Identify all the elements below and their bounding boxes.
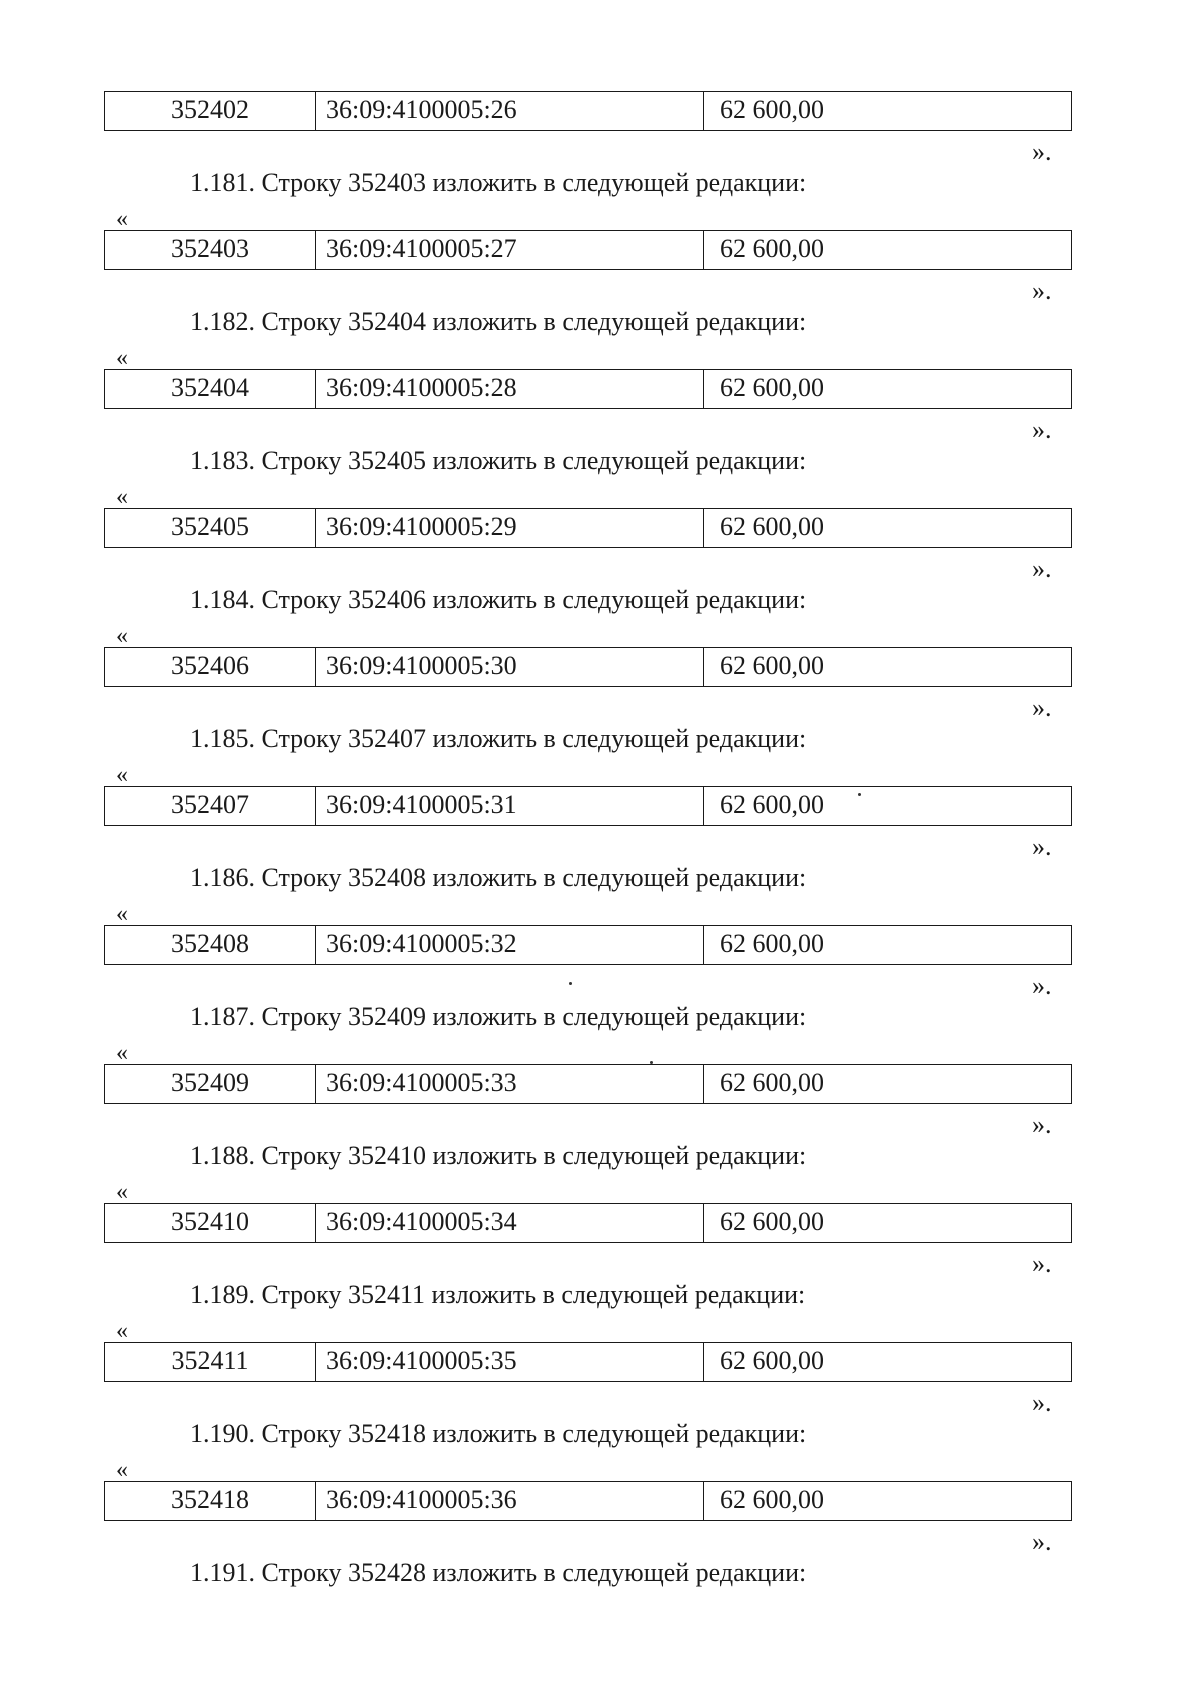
table-row bbox=[104, 647, 1072, 687]
instruction-text: 1.189. Строку 352411 изложить в следующей редакции: bbox=[190, 1280, 806, 1309]
opening-quote: « bbox=[116, 345, 128, 371]
table-row bbox=[104, 91, 1072, 131]
cadastral-value: 62 600,00 bbox=[720, 790, 824, 819]
table-row bbox=[104, 508, 1072, 548]
table-row bbox=[104, 925, 1072, 965]
row-code: 352402 bbox=[105, 92, 316, 130]
cadastral-number: 36:09:4100005:28 bbox=[316, 370, 704, 408]
cadastral-value: 62 600,00 bbox=[720, 512, 824, 541]
cadastral-number: 36:09:4100005:32 bbox=[316, 926, 704, 964]
opening-quote: « bbox=[116, 1457, 128, 1483]
scan-speck bbox=[569, 982, 572, 985]
closing-quote: ». bbox=[1032, 276, 1052, 305]
row-code: 352405 bbox=[105, 509, 316, 547]
row-code: 352406 bbox=[105, 648, 316, 686]
table-row bbox=[104, 786, 1072, 826]
cadastral-number: 36:09:4100005:35 bbox=[316, 1343, 704, 1381]
table-row bbox=[104, 1481, 1072, 1521]
closing-quote: ». bbox=[1032, 1527, 1052, 1556]
cadastral-number: 36:09:4100005:26 bbox=[316, 92, 704, 130]
closing-quote: ». bbox=[1032, 971, 1052, 1000]
closing-quote: ». bbox=[1032, 1110, 1052, 1139]
opening-quote: « bbox=[116, 762, 128, 788]
closing-quote: ». bbox=[1032, 693, 1052, 722]
instruction-text: 1.184. Строку 352406 изложить в следующей редакции: bbox=[190, 585, 807, 614]
opening-quote: « bbox=[116, 1318, 128, 1344]
instruction-text: 1.187. Строку 352409 изложить в следующей редакции: bbox=[190, 1002, 807, 1031]
cadastral-value: 62 600,00 bbox=[720, 1346, 824, 1375]
closing-quote: ». bbox=[1032, 137, 1052, 166]
opening-quote: « bbox=[116, 206, 128, 232]
table-row bbox=[104, 1203, 1072, 1243]
instruction-text: 1.188. Строку 352410 изложить в следующей редакции: bbox=[190, 1141, 807, 1170]
cadastral-number: 36:09:4100005:33 bbox=[316, 1065, 704, 1103]
cadastral-value: 62 600,00 bbox=[720, 373, 824, 402]
instruction-text: 1.190. Строку 352418 изложить в следующей редакции: bbox=[190, 1419, 807, 1448]
row-code: 352404 bbox=[105, 370, 316, 408]
closing-quote: ». bbox=[1032, 415, 1052, 444]
row-code: 352409 bbox=[105, 1065, 316, 1103]
table-row bbox=[104, 1342, 1072, 1382]
table-row bbox=[104, 1064, 1072, 1104]
closing-quote: ». bbox=[1032, 1388, 1052, 1417]
scan-speck bbox=[858, 793, 861, 796]
opening-quote: « bbox=[116, 1040, 128, 1066]
row-code: 352418 bbox=[105, 1482, 316, 1520]
row-code: 352408 bbox=[105, 926, 316, 964]
instruction-text: 1.181. Строку 352403 изложить в следующей редакции: bbox=[190, 168, 807, 197]
row-code: 352403 bbox=[105, 231, 316, 269]
scan-speck bbox=[650, 1061, 653, 1064]
cadastral-number: 36:09:4100005:29 bbox=[316, 509, 704, 547]
opening-quote: « bbox=[116, 484, 128, 510]
cadastral-number: 36:09:4100005:31 bbox=[316, 787, 704, 825]
opening-quote: « bbox=[116, 901, 128, 927]
cadastral-value: 62 600,00 bbox=[720, 1485, 824, 1514]
cadastral-value: 62 600,00 bbox=[720, 1207, 824, 1236]
row-code: 352411 bbox=[105, 1343, 316, 1381]
cadastral-value: 62 600,00 bbox=[720, 95, 824, 124]
opening-quote: « bbox=[116, 623, 128, 649]
cadastral-value: 62 600,00 bbox=[720, 651, 824, 680]
instruction-text: 1.191. Строку 352428 изложить в следующей редакции: bbox=[190, 1558, 807, 1587]
instruction-text: 1.182. Строку 352404 изложить в следующей редакции: bbox=[190, 307, 807, 336]
table-row bbox=[104, 230, 1072, 270]
closing-quote: ». bbox=[1032, 832, 1052, 861]
cadastral-number: 36:09:4100005:36 bbox=[316, 1482, 704, 1520]
cadastral-value: 62 600,00 bbox=[720, 234, 824, 263]
instruction-text: 1.185. Строку 352407 изложить в следующей редакции: bbox=[190, 724, 807, 753]
cadastral-value: 62 600,00 bbox=[720, 929, 824, 958]
row-code: 352410 bbox=[105, 1204, 316, 1242]
opening-quote: « bbox=[116, 1179, 128, 1205]
instruction-text: 1.186. Строку 352408 изложить в следующей редакции: bbox=[190, 863, 807, 892]
closing-quote: ». bbox=[1032, 554, 1052, 583]
row-code: 352407 bbox=[105, 787, 316, 825]
table-row bbox=[104, 369, 1072, 409]
cadastral-number: 36:09:4100005:30 bbox=[316, 648, 704, 686]
cadastral-number: 36:09:4100005:27 bbox=[316, 231, 704, 269]
cadastral-value: 62 600,00 bbox=[720, 1068, 824, 1097]
instruction-text: 1.183. Строку 352405 изложить в следующей редакции: bbox=[190, 446, 807, 475]
closing-quote: ». bbox=[1032, 1249, 1052, 1278]
cadastral-number: 36:09:4100005:34 bbox=[316, 1204, 704, 1242]
